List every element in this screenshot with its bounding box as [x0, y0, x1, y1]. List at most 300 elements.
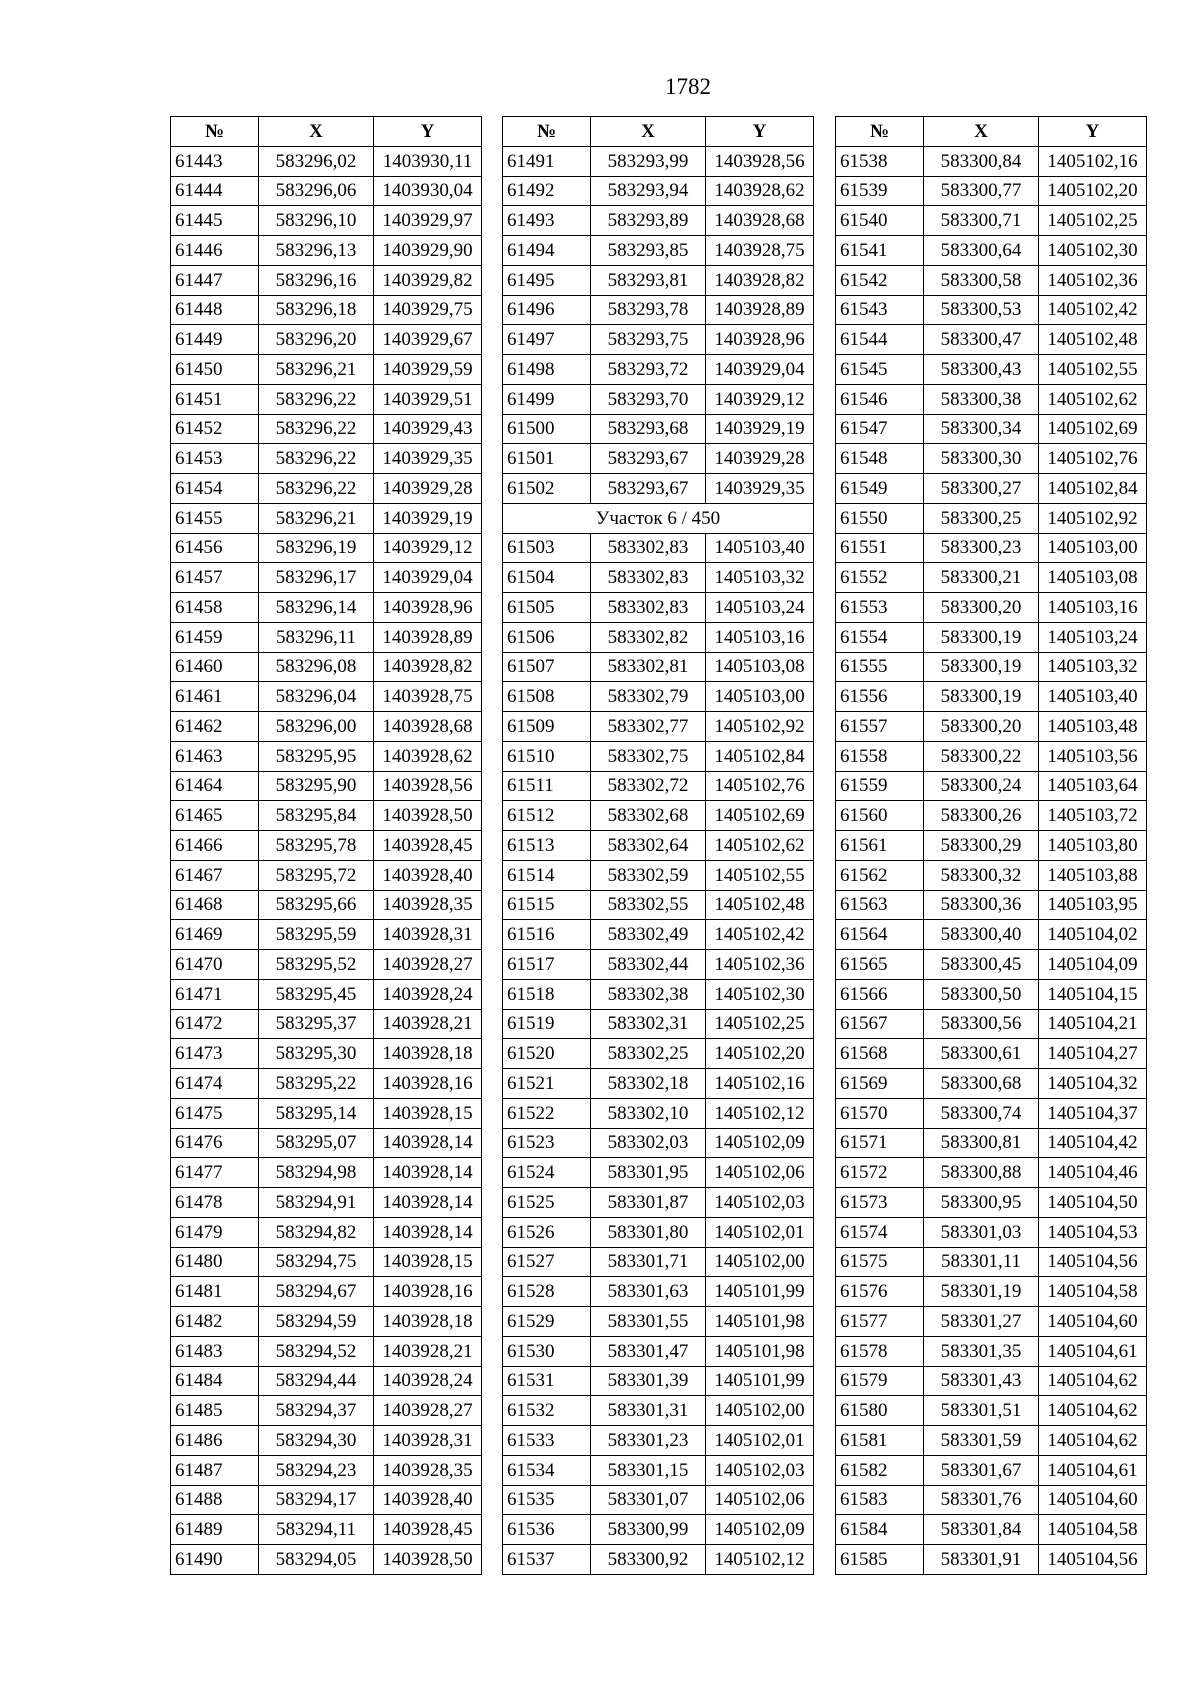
table-row: [836, 682, 1147, 712]
table-row: [836, 295, 1147, 325]
x-coordinate-cell: 583295,84: [259, 801, 374, 831]
point-number-cell: 61560: [836, 801, 924, 831]
point-number-cell: 61447: [171, 265, 259, 295]
table-row: [503, 950, 814, 980]
y-coordinate-cell: 1405103,40: [1039, 682, 1147, 712]
y-coordinate-cell: 1403928,14: [374, 1158, 482, 1188]
x-coordinate-cell: 583295,90: [259, 771, 374, 801]
x-coordinate-cell: 583301,11: [924, 1247, 1039, 1277]
table-row: [171, 206, 482, 236]
point-number-cell: 61443: [171, 146, 259, 176]
y-coordinate-cell: 1405102,30: [1039, 236, 1147, 266]
table-row: [836, 1217, 1147, 1247]
y-coordinate-cell: 1403929,35: [706, 474, 814, 504]
y-coordinate-cell: 1405102,00: [706, 1247, 814, 1277]
table-row: [171, 563, 482, 593]
y-coordinate-cell: 1405104,58: [1039, 1515, 1147, 1545]
y-coordinate-cell: 1405102,25: [706, 1009, 814, 1039]
table-row: [503, 1158, 814, 1188]
point-number-cell: 61461: [171, 682, 259, 712]
point-number-cell: 61530: [503, 1336, 591, 1366]
y-coordinate-cell: 1405102,20: [706, 1039, 814, 1069]
y-coordinate-cell: 1403928,18: [374, 1039, 482, 1069]
table-row: [503, 325, 814, 355]
y-coordinate-cell: 1405104,37: [1039, 1098, 1147, 1128]
x-coordinate-cell: 583296,18: [259, 295, 374, 325]
y-coordinate-cell: 1403928,45: [374, 831, 482, 861]
point-number-cell: 61547: [836, 414, 924, 444]
x-coordinate-cell: 583301,84: [924, 1515, 1039, 1545]
y-coordinate-cell: 1403929,82: [374, 265, 482, 295]
x-coordinate-cell: 583294,98: [259, 1158, 374, 1188]
y-coordinate-cell: 1403929,75: [374, 295, 482, 325]
point-number-cell: 61564: [836, 920, 924, 950]
y-coordinate-cell: 1403928,75: [706, 236, 814, 266]
x-coordinate-cell: 583296,21: [259, 355, 374, 385]
table-row: [836, 1158, 1147, 1188]
point-number-cell: 61469: [171, 920, 259, 950]
table-row: [171, 771, 482, 801]
x-coordinate-cell: 583301,47: [591, 1336, 706, 1366]
table-row: [836, 593, 1147, 623]
y-coordinate-cell: 1403928,40: [374, 860, 482, 890]
x-coordinate-cell: 583294,05: [259, 1545, 374, 1575]
point-number-cell: 61454: [171, 474, 259, 504]
y-coordinate-cell: 1403929,35: [374, 444, 482, 474]
point-number-cell: 61572: [836, 1158, 924, 1188]
y-coordinate-cell: 1405102,30: [706, 979, 814, 1009]
y-coordinate-cell: 1405104,58: [1039, 1277, 1147, 1307]
table-row: [503, 1485, 814, 1515]
table-row: [171, 979, 482, 1009]
table-row: [503, 206, 814, 236]
column-header-x: X: [591, 117, 706, 147]
x-coordinate-cell: 583293,72: [591, 355, 706, 385]
table-row: [836, 950, 1147, 980]
x-coordinate-cell: 583302,31: [591, 1009, 706, 1039]
point-number-cell: 61509: [503, 712, 591, 742]
y-coordinate-cell: 1405102,09: [706, 1128, 814, 1158]
y-coordinate-cell: 1403929,12: [374, 533, 482, 563]
table-row: [503, 176, 814, 206]
point-number-cell: 61463: [171, 741, 259, 771]
table-row: [836, 652, 1147, 682]
x-coordinate-cell: 583301,15: [591, 1455, 706, 1485]
point-number-cell: 61483: [171, 1336, 259, 1366]
point-number-cell: 61462: [171, 712, 259, 742]
x-coordinate-cell: 583295,37: [259, 1009, 374, 1039]
x-coordinate-cell: 583300,50: [924, 979, 1039, 1009]
point-number-cell: 61448: [171, 295, 259, 325]
x-coordinate-cell: 583300,56: [924, 1009, 1039, 1039]
y-coordinate-cell: 1405104,50: [1039, 1188, 1147, 1218]
y-coordinate-cell: 1405103,24: [1039, 622, 1147, 652]
y-coordinate-cell: 1405102,42: [1039, 295, 1147, 325]
table-row: [503, 682, 814, 712]
x-coordinate-cell: 583296,17: [259, 563, 374, 593]
y-coordinate-cell: 1403929,04: [374, 563, 482, 593]
y-coordinate-cell: 1405102,00: [706, 1396, 814, 1426]
table-row: [836, 1277, 1147, 1307]
point-number-cell: 61558: [836, 741, 924, 771]
x-coordinate-cell: 583301,71: [591, 1247, 706, 1277]
y-coordinate-cell: 1405102,48: [706, 890, 814, 920]
table-row: [171, 1069, 482, 1099]
point-number-cell: 61575: [836, 1247, 924, 1277]
x-coordinate-cell: 583300,77: [924, 176, 1039, 206]
point-number-cell: 61519: [503, 1009, 591, 1039]
x-coordinate-cell: 583302,79: [591, 682, 706, 712]
table-row: [171, 1098, 482, 1128]
table-row: [171, 1009, 482, 1039]
column-header-y: Y: [1039, 117, 1147, 147]
table-row: [836, 1336, 1147, 1366]
x-coordinate-cell: 583294,91: [259, 1188, 374, 1218]
y-coordinate-cell: 1405102,48: [1039, 325, 1147, 355]
table-row: [836, 622, 1147, 652]
point-number-cell: 61524: [503, 1158, 591, 1188]
point-number-cell: 61546: [836, 384, 924, 414]
x-coordinate-cell: 583293,89: [591, 206, 706, 236]
point-number-cell: 61543: [836, 295, 924, 325]
y-coordinate-cell: 1405102,84: [706, 741, 814, 771]
point-number-cell: 61549: [836, 474, 924, 504]
y-coordinate-cell: 1405103,88: [1039, 860, 1147, 890]
y-coordinate-cell: 1405102,92: [1039, 503, 1147, 533]
x-coordinate-cell: 583300,32: [924, 860, 1039, 890]
y-coordinate-cell: 1405104,53: [1039, 1217, 1147, 1247]
point-number-cell: 61528: [503, 1277, 591, 1307]
y-coordinate-cell: 1405103,00: [1039, 533, 1147, 563]
x-coordinate-cell: 583295,52: [259, 950, 374, 980]
point-number-cell: 61542: [836, 265, 924, 295]
x-coordinate-cell: 583300,81: [924, 1128, 1039, 1158]
x-coordinate-cell: 583300,47: [924, 325, 1039, 355]
table-row: [836, 1247, 1147, 1277]
table-row: [503, 146, 814, 176]
y-coordinate-cell: 1405102,36: [1039, 265, 1147, 295]
x-coordinate-cell: 583294,82: [259, 1217, 374, 1247]
x-coordinate-cell: 583300,88: [924, 1158, 1039, 1188]
table-row: [836, 1366, 1147, 1396]
table-row: [503, 593, 814, 623]
table-row: [836, 1426, 1147, 1456]
y-coordinate-cell: 1405102,12: [706, 1545, 814, 1575]
point-number-cell: 61493: [503, 206, 591, 236]
y-coordinate-cell: 1403928,14: [374, 1217, 482, 1247]
x-coordinate-cell: 583295,30: [259, 1039, 374, 1069]
table-row: [503, 1336, 814, 1366]
point-number-cell: 61485: [171, 1396, 259, 1426]
y-coordinate-cell: 1403928,96: [374, 593, 482, 623]
y-coordinate-cell: 1405103,24: [706, 593, 814, 623]
table-row: [836, 503, 1147, 533]
x-coordinate-cell: 583302,83: [591, 593, 706, 623]
table-row: [503, 295, 814, 325]
y-coordinate-cell: 1403928,68: [374, 712, 482, 742]
table-header-row: [836, 117, 1147, 147]
x-coordinate-cell: 583296,06: [259, 176, 374, 206]
table-row: [171, 146, 482, 176]
y-coordinate-cell: 1405101,98: [706, 1307, 814, 1337]
point-number-cell: 61511: [503, 771, 591, 801]
y-coordinate-cell: 1403928,24: [374, 1366, 482, 1396]
point-number-cell: 61480: [171, 1247, 259, 1277]
point-number-cell: 61555: [836, 652, 924, 682]
x-coordinate-cell: 583296,08: [259, 652, 374, 682]
x-coordinate-cell: 583300,45: [924, 950, 1039, 980]
x-coordinate-cell: 583300,23: [924, 533, 1039, 563]
table-header-row: [503, 117, 814, 147]
table-row: [836, 1098, 1147, 1128]
point-number-cell: 61538: [836, 146, 924, 176]
x-coordinate-cell: 583294,30: [259, 1426, 374, 1456]
column-header-number: №: [836, 117, 924, 147]
x-coordinate-cell: 583295,14: [259, 1098, 374, 1128]
y-coordinate-cell: 1405104,60: [1039, 1307, 1147, 1337]
table-row: [171, 1336, 482, 1366]
x-coordinate-cell: 583296,22: [259, 384, 374, 414]
point-number-cell: 61499: [503, 384, 591, 414]
x-coordinate-cell: 583295,07: [259, 1128, 374, 1158]
table-row: [836, 176, 1147, 206]
x-coordinate-cell: 583300,34: [924, 414, 1039, 444]
x-coordinate-cell: 583300,19: [924, 652, 1039, 682]
y-coordinate-cell: 1403928,18: [374, 1307, 482, 1337]
y-coordinate-cell: 1405102,09: [706, 1515, 814, 1545]
table-row: [171, 1217, 482, 1247]
y-coordinate-cell: 1405102,36: [706, 950, 814, 980]
point-number-cell: 61563: [836, 890, 924, 920]
table-row: [836, 265, 1147, 295]
point-number-cell: 61581: [836, 1426, 924, 1456]
point-number-cell: 61559: [836, 771, 924, 801]
y-coordinate-cell: 1405102,01: [706, 1217, 814, 1247]
point-number-cell: 61532: [503, 1396, 591, 1426]
y-coordinate-cell: 1405102,55: [1039, 355, 1147, 385]
point-number-cell: 61506: [503, 622, 591, 652]
point-number-cell: 61487: [171, 1455, 259, 1485]
point-number-cell: 61517: [503, 950, 591, 980]
x-coordinate-cell: 583301,19: [924, 1277, 1039, 1307]
y-coordinate-cell: 1403928,75: [374, 682, 482, 712]
x-coordinate-cell: 583302,55: [591, 890, 706, 920]
table-row: [503, 1188, 814, 1218]
y-coordinate-cell: 1403928,40: [374, 1485, 482, 1515]
x-coordinate-cell: 583302,03: [591, 1128, 706, 1158]
table-row: [171, 176, 482, 206]
point-number-cell: 61537: [503, 1545, 591, 1575]
y-coordinate-cell: 1403928,56: [374, 771, 482, 801]
x-coordinate-cell: 583301,67: [924, 1455, 1039, 1485]
table-row: [836, 146, 1147, 176]
table-row: [503, 533, 814, 563]
point-number-cell: 61566: [836, 979, 924, 1009]
y-coordinate-cell: 1405102,69: [706, 801, 814, 831]
y-coordinate-cell: 1403928,14: [374, 1188, 482, 1218]
x-coordinate-cell: 583300,22: [924, 741, 1039, 771]
point-number-cell: 61482: [171, 1307, 259, 1337]
table-row: [171, 890, 482, 920]
y-coordinate-cell: 1403928,31: [374, 920, 482, 950]
point-number-cell: 61568: [836, 1039, 924, 1069]
table-row: [836, 563, 1147, 593]
point-number-cell: 61562: [836, 860, 924, 890]
point-number-cell: 61508: [503, 682, 591, 712]
table-row: [503, 1426, 814, 1456]
x-coordinate-cell: 583302,10: [591, 1098, 706, 1128]
point-number-cell: 61585: [836, 1545, 924, 1575]
table-row: [171, 503, 482, 533]
table-row: [171, 1188, 482, 1218]
point-number-cell: 61522: [503, 1098, 591, 1128]
y-coordinate-cell: 1405102,42: [706, 920, 814, 950]
y-coordinate-cell: 1405103,16: [1039, 593, 1147, 623]
table-row: [503, 860, 814, 890]
y-coordinate-cell: 1405102,76: [1039, 444, 1147, 474]
table-row: [836, 474, 1147, 504]
table-row: [503, 1247, 814, 1277]
point-number-cell: 61584: [836, 1515, 924, 1545]
point-number-cell: 61582: [836, 1455, 924, 1485]
point-number-cell: 61534: [503, 1455, 591, 1485]
page-number: 1782: [665, 74, 711, 99]
point-number-cell: 61527: [503, 1247, 591, 1277]
y-coordinate-cell: 1403929,12: [706, 384, 814, 414]
table-row: [503, 265, 814, 295]
x-coordinate-cell: 583302,25: [591, 1039, 706, 1069]
point-number-cell: 61583: [836, 1485, 924, 1515]
x-coordinate-cell: 583294,17: [259, 1485, 374, 1515]
x-coordinate-cell: 583300,58: [924, 265, 1039, 295]
table-row: [836, 414, 1147, 444]
x-coordinate-cell: 583295,95: [259, 741, 374, 771]
table-row: [836, 831, 1147, 861]
y-coordinate-cell: 1405103,80: [1039, 831, 1147, 861]
y-coordinate-cell: 1403928,21: [374, 1336, 482, 1366]
table-row: [503, 979, 814, 1009]
y-coordinate-cell: 1405102,12: [706, 1098, 814, 1128]
y-coordinate-cell: 1403929,43: [374, 414, 482, 444]
table-row: [836, 1307, 1147, 1337]
point-number-cell: 61450: [171, 355, 259, 385]
x-coordinate-cell: 583302,83: [591, 533, 706, 563]
x-coordinate-cell: 583293,67: [591, 474, 706, 504]
point-number-cell: 61540: [836, 206, 924, 236]
point-number-cell: 61458: [171, 593, 259, 623]
x-coordinate-cell: 583293,70: [591, 384, 706, 414]
x-coordinate-cell: 583302,72: [591, 771, 706, 801]
point-number-cell: 61471: [171, 979, 259, 1009]
point-number-cell: 61577: [836, 1307, 924, 1337]
point-number-cell: 61553: [836, 593, 924, 623]
y-coordinate-cell: 1403928,31: [374, 1426, 482, 1456]
point-number-cell: 61573: [836, 1188, 924, 1218]
point-number-cell: 61491: [503, 146, 591, 176]
point-number-cell: 61579: [836, 1366, 924, 1396]
point-number-cell: 61453: [171, 444, 259, 474]
point-number-cell: 61478: [171, 1188, 259, 1218]
point-number-cell: 61460: [171, 652, 259, 682]
x-coordinate-cell: 583301,95: [591, 1158, 706, 1188]
table-row: [171, 622, 482, 652]
table-row: [836, 1396, 1147, 1426]
y-coordinate-cell: 1403929,51: [374, 384, 482, 414]
y-coordinate-cell: 1405102,03: [706, 1455, 814, 1485]
x-coordinate-cell: 583301,03: [924, 1217, 1039, 1247]
x-coordinate-cell: 583300,61: [924, 1039, 1039, 1069]
table-row: [503, 1069, 814, 1099]
table-row: [836, 979, 1147, 1009]
y-coordinate-cell: 1405104,62: [1039, 1366, 1147, 1396]
table-row: [171, 801, 482, 831]
point-number-cell: 61520: [503, 1039, 591, 1069]
point-number-cell: 61561: [836, 831, 924, 861]
table-row: [503, 236, 814, 266]
x-coordinate-cell: 583302,18: [591, 1069, 706, 1099]
x-coordinate-cell: 583300,27: [924, 474, 1039, 504]
x-coordinate-cell: 583300,95: [924, 1188, 1039, 1218]
y-coordinate-cell: 1405104,60: [1039, 1485, 1147, 1515]
y-coordinate-cell: 1405102,06: [706, 1485, 814, 1515]
point-number-cell: 61492: [503, 176, 591, 206]
x-coordinate-cell: 583302,64: [591, 831, 706, 861]
y-coordinate-cell: 1403928,35: [374, 890, 482, 920]
table-row: [503, 712, 814, 742]
x-coordinate-cell: 583293,67: [591, 444, 706, 474]
y-coordinate-cell: 1403929,67: [374, 325, 482, 355]
table-row: [171, 384, 482, 414]
y-coordinate-cell: 1405104,27: [1039, 1039, 1147, 1069]
point-number-cell: 61504: [503, 563, 591, 593]
table-row: [836, 1188, 1147, 1218]
table-row: [503, 801, 814, 831]
table-row: [171, 1485, 482, 1515]
x-coordinate-cell: 583301,31: [591, 1396, 706, 1426]
table-row: [836, 384, 1147, 414]
table-row: [171, 1158, 482, 1188]
point-number-cell: 61468: [171, 890, 259, 920]
point-number-cell: 61457: [171, 563, 259, 593]
y-coordinate-cell: 1403928,35: [374, 1455, 482, 1485]
point-number-cell: 61569: [836, 1069, 924, 1099]
column-header-y: Y: [374, 117, 482, 147]
table-row: [171, 295, 482, 325]
table-row: [836, 1128, 1147, 1158]
table-row: [171, 1545, 482, 1575]
table-row: [503, 622, 814, 652]
column-header-number: №: [503, 117, 591, 147]
table-row: [171, 950, 482, 980]
point-number-cell: 61536: [503, 1515, 591, 1545]
table-row: [503, 1128, 814, 1158]
y-coordinate-cell: 1403929,28: [706, 444, 814, 474]
x-coordinate-cell: 583293,81: [591, 265, 706, 295]
x-coordinate-cell: 583301,07: [591, 1485, 706, 1515]
point-number-cell: 61578: [836, 1336, 924, 1366]
table-row: [171, 860, 482, 890]
table-row: [171, 741, 482, 771]
x-coordinate-cell: 583301,91: [924, 1545, 1039, 1575]
x-coordinate-cell: 583300,36: [924, 890, 1039, 920]
y-coordinate-cell: 1405104,56: [1039, 1247, 1147, 1277]
point-number-cell: 61514: [503, 860, 591, 890]
y-coordinate-cell: 1403928,15: [374, 1247, 482, 1277]
x-coordinate-cell: 583301,23: [591, 1426, 706, 1456]
table-row: [503, 1009, 814, 1039]
table-row: [503, 474, 814, 504]
table-row: [836, 712, 1147, 742]
